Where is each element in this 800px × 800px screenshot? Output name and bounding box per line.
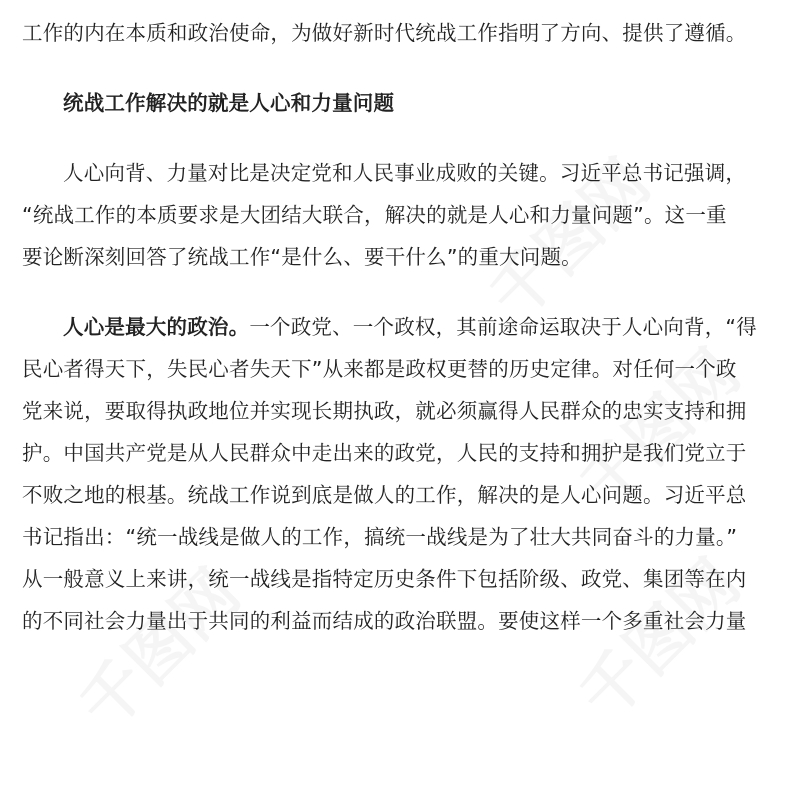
blank-line xyxy=(22,54,780,82)
watermark-logo: 千图网 xyxy=(566,336,755,525)
paragraph-line: 的不同社会力量出于共同的利益而结成的政治联盟。要使这样一个多重社会力量 xyxy=(22,609,747,633)
section-heading: 统战工作解决的就是人心和力量问题 xyxy=(63,91,395,115)
paragraph-line: 人心向背、力量对比是决定党和人民事业成败的关键。习近平总书记强调， xyxy=(63,161,747,185)
paragraph-lead: 人心是最大的政治。 xyxy=(63,315,250,339)
paragraph-line: 党来说，要取得执政地位并实现长期执政，就必须赢得人民群众的忠实支持和拥 xyxy=(22,399,747,423)
paragraph-line: 不败之地的根基。统战工作说到底是做人的工作，解决的是人心问题。习近平总 xyxy=(22,483,747,507)
paragraph-line: 工作的内在本质和政治使命，为做好新时代统战工作指明了方向、提供了遵循。 xyxy=(22,21,747,45)
blank-line xyxy=(22,124,780,152)
paragraph-line-text: 一个政党、一个政权，其前途命运取决于人心向背，“得 xyxy=(249,315,757,339)
blank-line xyxy=(22,278,780,306)
article-body xyxy=(22,12,780,642)
paragraph-line: 要论断深刻回答了统战工作“是什么、要干什么”的重大问题。 xyxy=(22,245,582,269)
paragraph-line: 护。中国共产党是从人民群众中走出来的政党，人民的支持和拥护是我们党立于 xyxy=(22,441,747,465)
paragraph-line: 从一般意义上来讲，统一战线是指特定历史条件下包括阶级、政党、集团等在内 xyxy=(22,567,747,591)
paragraph-line: 民心者得天下，失民心者失天下”从来都是政权更替的历史定律。对任何一个政 xyxy=(22,357,737,381)
watermark-logo: 千图网 xyxy=(66,556,255,745)
paragraph-line: “统战工作的本质要求是大团结大联合，解决的就是人心和力量问题”。这一重 xyxy=(22,203,727,227)
watermark-logo: 千图网 xyxy=(566,546,755,735)
watermark-logo: 千图网 xyxy=(476,146,665,335)
paragraph-line xyxy=(22,306,780,348)
paragraph-line: 书记指出：“统一战线是做人的工作，搞统一战线是为了壮大共同奋斗的力量。” xyxy=(22,525,738,549)
